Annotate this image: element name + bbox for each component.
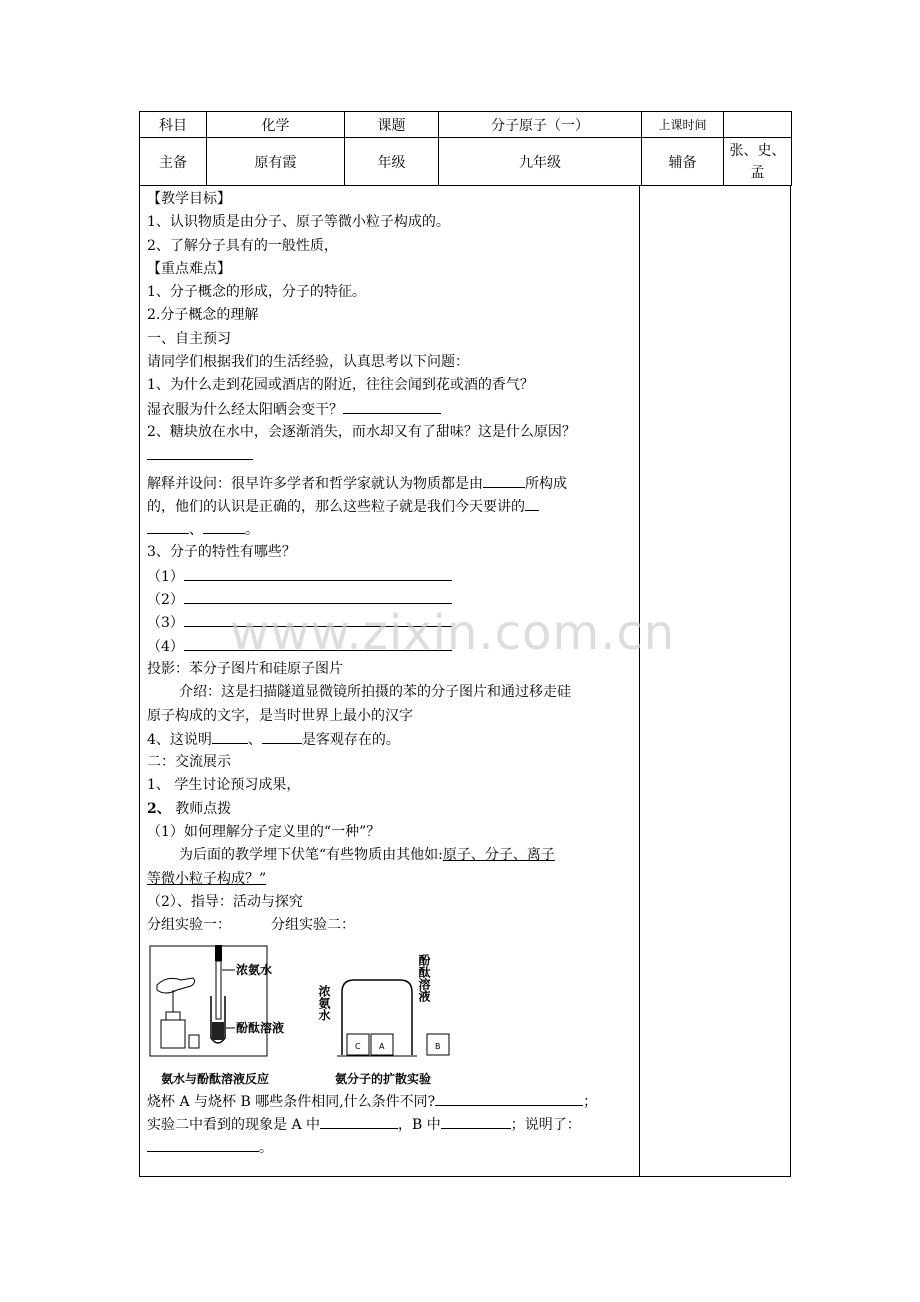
item-number: 2、 [147,800,171,817]
text: ；说明了： [510,1116,581,1133]
text-line: （1）如何理解分子定义里的“一种”？ [147,824,381,841]
text-line [147,728,639,751]
text-line: 2、了解分子具有的一般性质， [147,237,338,254]
assistant-preparer-value: 张、史、孟 [724,138,792,186]
text: ； [583,1093,598,1110]
text: 实验二中看到的现象是 A 中 [147,1116,321,1133]
text-line: （2）、指导：活动与探究 [147,893,303,910]
beaker-a-label: A [379,1041,385,1051]
text-line [147,495,639,518]
class-time-value [724,112,792,138]
answer-blank[interactable] [483,472,525,488]
answer-blank[interactable] [212,728,248,744]
text-line: 1、 学生讨论预习成果， [147,777,301,794]
fig2-caption: 氨分子的扩散实验 [335,1071,432,1086]
answer-blank[interactable] [147,444,253,460]
text-line [147,444,639,467]
fig2-label-phenolphthalein: 酚酞溶液 [417,953,431,1002]
text-line [147,1113,639,1136]
experiment-figures [147,940,639,1090]
answer-blank[interactable] [147,1136,259,1152]
text: 分组实验一： [147,917,231,934]
beaker-b-label: B [435,1041,441,1051]
text: 所构成 [525,475,567,492]
figure-1-ammonia-phenolphthalein [150,945,284,1086]
text-line: 2、糖块放在水中，会逐渐消失，而水却又有了甜味？这是什么原因？ [147,423,576,440]
fig1-label-phenolphthalein: 酚酞溶液 [236,1020,285,1035]
side-column-divider [639,186,640,1176]
answer-blank[interactable] [147,518,189,534]
text: 解释并设问：很早许多学者和哲学家就认为物质都是由 [147,475,483,492]
text-line [147,1136,639,1159]
text-line [147,398,639,421]
text-line: 1、为什么走到花园或酒店的附近，往往会闻到花或酒的香气？ [147,377,534,394]
lesson-content [147,188,639,1159]
answer-blank[interactable] [184,611,452,627]
subject-value: 化学 [207,112,345,138]
text: 烧杯 A 与烧杯 B 哪些条件相同,什么条件不同? [147,1093,436,1110]
text-line: 3、分子的特性有哪些？ [147,544,296,561]
main-preparer-value: 原有霞 [207,138,345,186]
text: 分组实验二： [271,917,355,934]
answer-blank[interactable] [262,728,302,744]
grade-value: 九年级 [439,138,642,186]
fig1-label-ammonia: 浓氨水 [236,962,273,977]
answer-blank[interactable] [203,518,245,534]
property-line [147,588,639,611]
topic-value: 分子原子（一） [439,112,642,138]
answer-blank[interactable] [320,1113,398,1129]
text: （4） [147,638,184,655]
text: 、 [189,522,203,539]
text-line [147,914,639,937]
answer-blank[interactable] [184,588,452,604]
fig2-label-ammonia: 浓氨水 [317,984,331,1021]
text-line: 1、认识物质是由分子、原子等微小粒子构成的。 [147,214,450,231]
text: 4、这说明 [147,731,212,748]
text: ，B 中 [398,1116,441,1133]
class-time-label: 上课时间 [642,112,724,138]
text-line: 投影：苯分子图片和硅原子图片 [147,660,343,677]
topic-label: 课题 [345,112,439,138]
text-line: 1、分子概念的形成，分子的特征。 [147,284,366,301]
content-cell [139,186,791,1177]
text-line [147,844,639,867]
text: 是客观存在的。 [301,731,400,748]
text-line [147,868,639,891]
text: 为后面的教学埋下伏笔“有些物质由其他如: [179,847,443,864]
text: 的，他们的认识是正确的，那么这些粒子就是我们今天要讲的 [147,498,525,515]
text: 教师点拨 [170,800,232,817]
underlined-text: 原子、分子、离子 [442,847,555,864]
text: 湿衣服为什么经太阳晒会变干？ [147,401,343,418]
text-line: 一、自主预习 [147,330,231,347]
text-line: 原子构成的文字，是当时世界上最小的汉字 [147,707,413,724]
text: （1） [147,568,184,585]
answer-blank[interactable] [343,398,441,414]
figure-2-ammonia-diffusion [317,952,449,1085]
text-line [147,798,639,821]
lesson-plan-document [139,111,791,1177]
answer-blank[interactable] [435,1090,583,1106]
answer-blank[interactable] [184,635,452,651]
answer-blank[interactable] [184,565,452,581]
text-line: 2.分子概念的理解 [147,307,259,324]
text-line: 介绍：这是扫描隧道显微镜所拍摄的苯的分子图片和通过移走硅 [179,684,571,701]
section-heading: 【教学目标】 [147,191,231,207]
answer-blank[interactable] [441,1113,511,1129]
text: 、 [247,731,262,748]
text-line [147,472,639,495]
text-line [147,518,639,541]
grade-label: 年级 [345,138,439,186]
underlined-text: 等微小粒子构成？” [147,870,267,887]
text-line [147,1090,639,1113]
answer-blank[interactable] [525,495,539,511]
text: 。 [259,1140,273,1157]
property-line [147,611,639,634]
text-line: 二：交流展示 [147,754,231,771]
header-table [139,111,792,186]
experiment-illustration [147,940,477,1090]
assistant-preparer-label: 辅备 [642,138,724,186]
section-heading: 【重点难点】 [147,260,231,277]
property-line [147,635,639,658]
property-line [147,565,639,588]
watermark: www.zixin.com.cn [230,605,676,661]
main-preparer-label: 主备 [140,138,207,186]
text: 。 [245,522,259,539]
subject-label: 科目 [140,112,207,138]
beaker-c-label: C [355,1041,361,1051]
text-line: 请同学们根据我们的生活经验，认真思考以下问题： [147,354,469,371]
text: （3） [147,615,184,632]
text: （2） [147,592,184,609]
fig1-caption: 氨水与酚酞溶液反应 [161,1071,270,1086]
